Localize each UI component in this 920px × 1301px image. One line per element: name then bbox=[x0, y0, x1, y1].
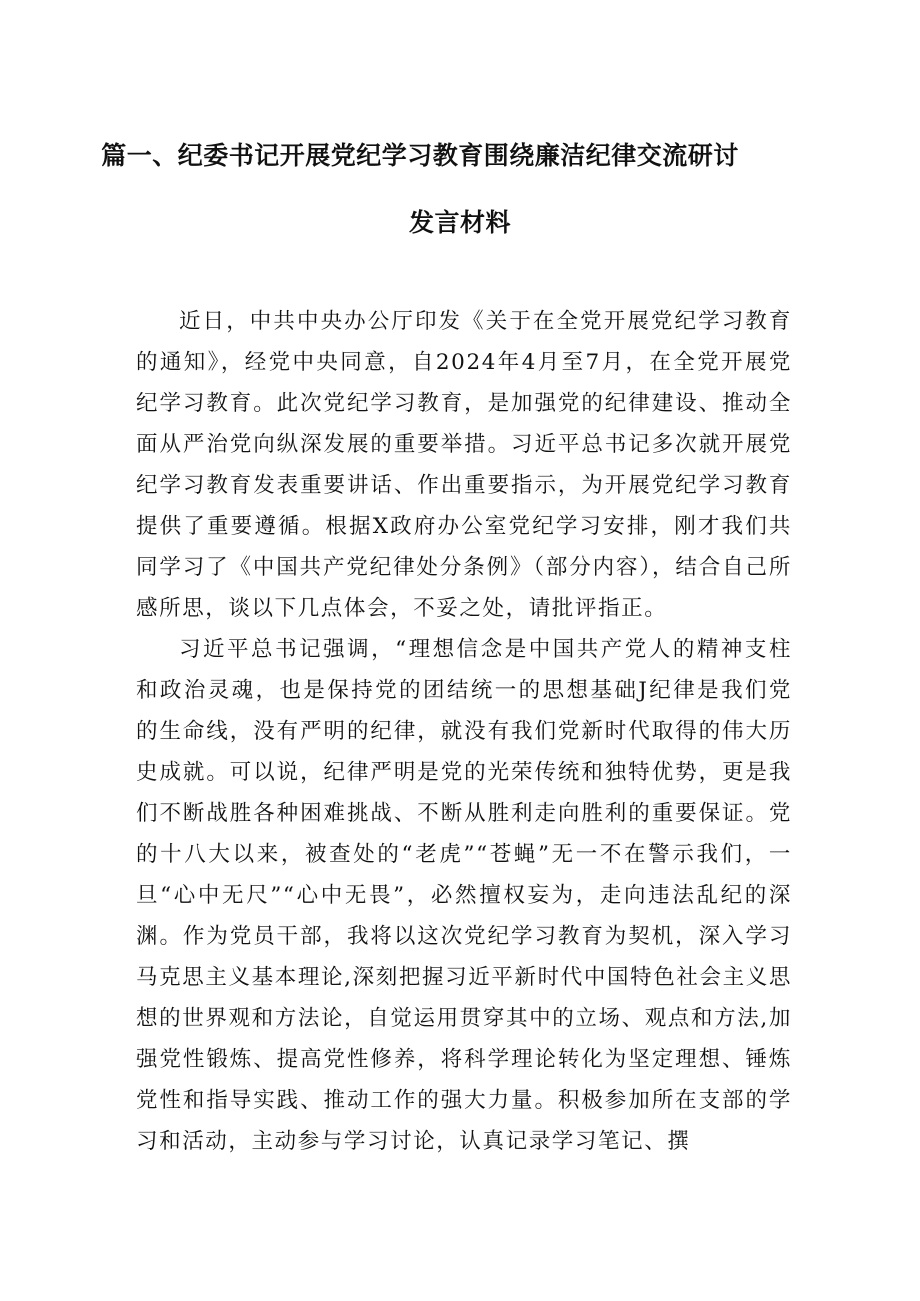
document-title-line-2: 发言材料 bbox=[408, 208, 511, 237]
body-paragraph-2: 习近平总书记强调，“理想信念是中国共产党人的精神支柱和政治灵魂，也是保持党的团结统一的思想基础J纪律是我们党的生命线，没有严明的纪律，就没有我们党新时代取得的伟大历史成就。可以说，纪律严明是党的光荣传统和独特优势，更是我们不断战胜各种困难挑战、不断从胜利走向胜利的重要保证。党的十八大以来，被查处的“老虎”“苍蝇”无一不在警示我们，一旦“心中无尺”“心中无畏”，必然擅权妄为，走向违法乱纪的深渊。作为党员干部，我将以这次党纪学习教育为契机，深入学习马克思主义基本理论,深刻把握习近平新时代中国特色社会主义思想的世界观和方法论，自觉运用贯穿其中的立场、观点和方法,加强党性锻炼、提高党性修养，将科学理论转化为坚定理想、锤炼党性和指导实践、推动工作的强大力量。积极参加所在支部的学习和活动，主动参与学习讨论，认真记录学习笔记、撰 bbox=[136, 637, 792, 1154]
body-paragraph-1: 近日，中共中央办公厅印发《关于在全党开展党纪学习教育的通知》，经党中央同意，自2024年4月至7月，在全党开展党纪学习教育。此次党纪学习教育，是加强党的纪律建设、推动全面从严治党向纵深发展的重要举措。习近平总书记多次就开展党纪学习教育发表重要讲话、作出重要指示，为开展党纪学习教育提供了重要遵循。根据X政府办公室党纪学习安排，刚才我们共同学习了《中国共产党纪律处分条例》（部分内容），结合自己所感所思，谈以下几点体会，不妥之处，请批评指正。 bbox=[136, 309, 792, 621]
document-body bbox=[136, 301, 792, 1162]
document-title-line-1: 篇一、纪委书记开展党纪学习教育围绕廉洁纪律交流研讨 bbox=[101, 141, 739, 170]
